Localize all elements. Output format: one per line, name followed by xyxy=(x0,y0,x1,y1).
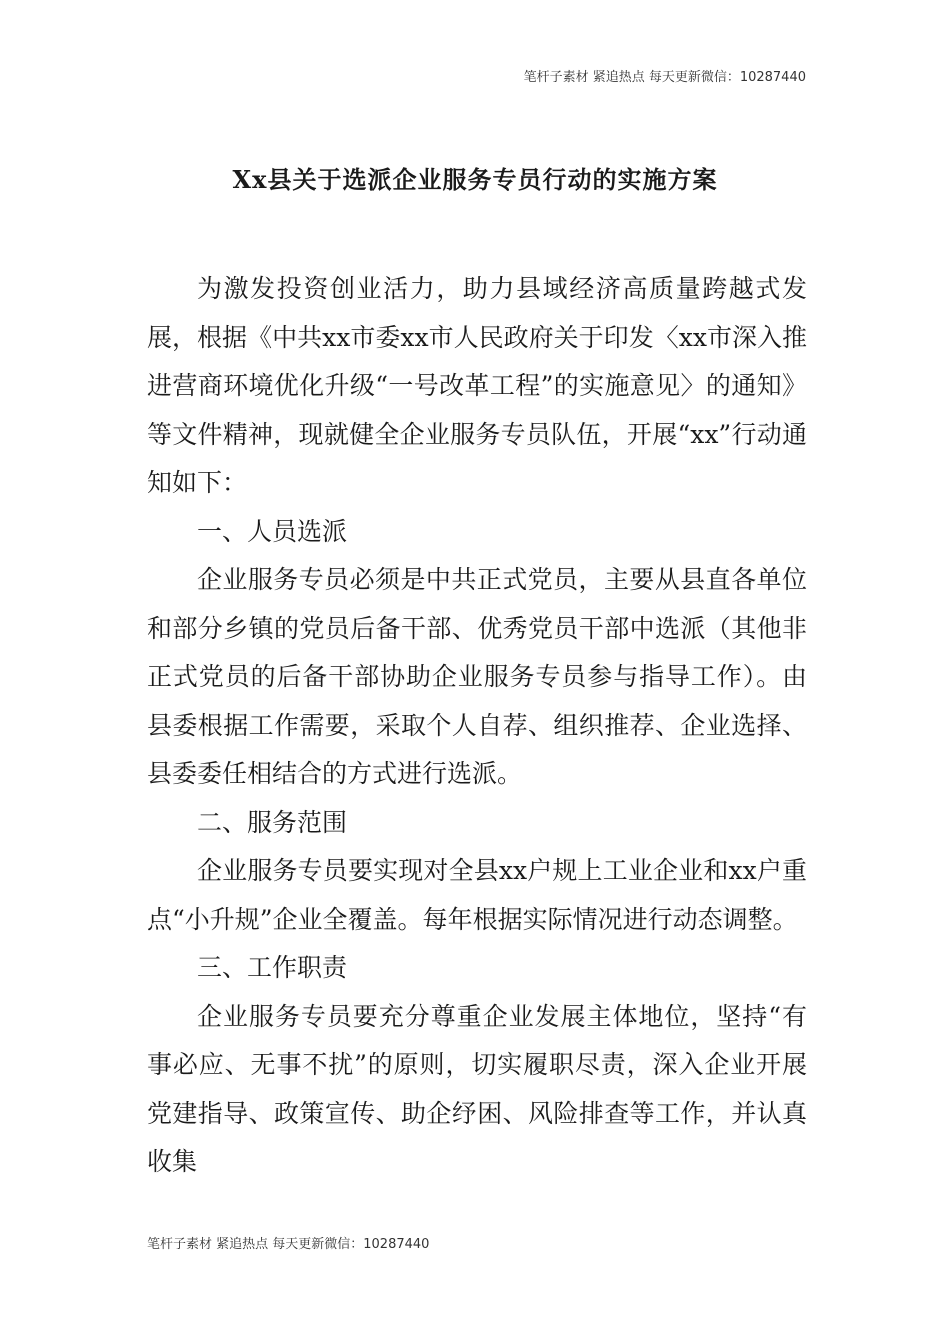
section-heading-scope: 二、服务范围 xyxy=(197,807,348,837)
document-title: Xx县关于选派企业服务专员行动的实施方案 xyxy=(232,165,718,194)
footer-watermark-note: 笔杆子素材 紧追热点 每天更新微信：10287440 xyxy=(147,1237,430,1252)
section-heading-duties: 三、工作职责 xyxy=(197,953,348,982)
intro-paragraph: 为激发投资创业活力，助力县域经济高质量跨越式发展，根据《中共xx市委xx市人民政府关于印发〈xx市深入推进营商环境优化升级“一号改革工程”的实施意见〉的通知》等文件精神，现就健全企业服务专员队伍，开展“xx”行动通知如下： xyxy=(147,274,807,497)
header-watermark-note: 笔杆子素材 紧追热点 每天更新微信：10287440 xyxy=(523,70,806,85)
document-body xyxy=(147,265,807,1187)
scope-paragraph: 企业服务专员要实现对全县xx户规上工业企业和xx户重点“小升规”企业全覆盖。每年根据实际情况进行动态调整。 xyxy=(147,856,807,934)
section-heading-personnel: 一、人员选派 xyxy=(197,516,348,546)
personnel-paragraph: 企业服务专员必须是中共正式党员，主要从县直各单位和部分乡镇的党员后备干部、优秀党员干部中选派（其他非正式党员的后备干部协助企业服务专员参与指导工作）。由县委根据工作需要，采取个人自荐、组织推荐、企业选择、县委委任相结合的方式进行选派。 xyxy=(147,565,807,788)
duties-paragraph: 企业服务专员要充分尊重企业发展主体地位，坚持“有事必应、无事不扰”的原则，切实履职尽责，深入企业开展党建指导、政策宣传、助企纾困、风险排查等工作，并认真收集 xyxy=(147,1001,807,1176)
